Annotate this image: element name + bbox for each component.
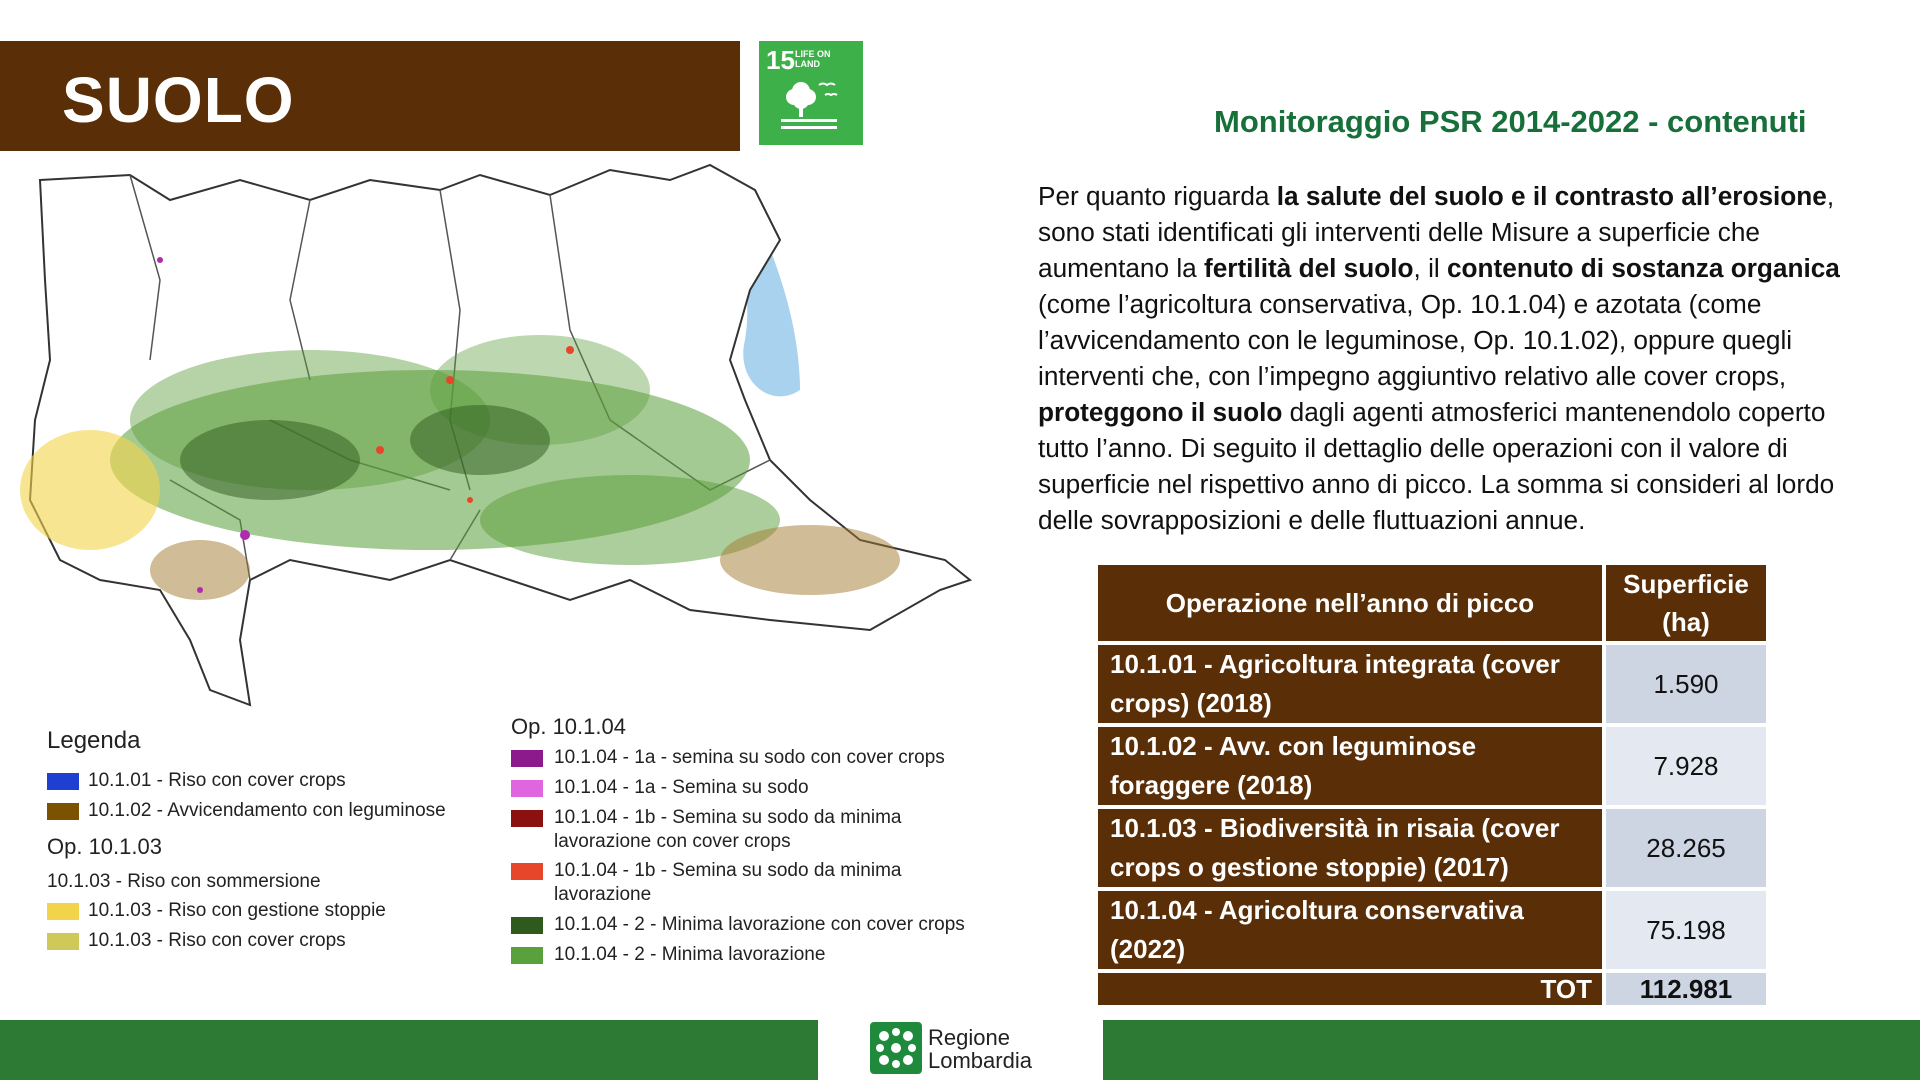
legend-item: 10.1.03 - Riso con gestione stoppie <box>88 900 386 921</box>
op-line2: foraggere (2018) <box>1110 770 1313 800</box>
table-row <box>1098 809 1766 887</box>
legend-swatch <box>511 780 543 797</box>
row-value: 7.928 <box>1606 727 1766 805</box>
legend-title: Legenda <box>47 727 141 754</box>
header-surface <box>1606 565 1766 641</box>
tree-icon <box>779 75 845 137</box>
row-operation <box>1098 645 1606 723</box>
op-line1: 10.1.01 - Agricoltura integrata (cover <box>1110 649 1560 679</box>
op-line2: crops o gestione stoppie) (2017) <box>1110 852 1509 882</box>
description-paragraph <box>1038 178 1868 538</box>
sdg-badge <box>759 41 863 145</box>
legend-swatch <box>47 903 79 920</box>
legend-subheading: Op. 10.1.04 <box>511 714 626 739</box>
row-operation <box>1098 727 1606 805</box>
legend-swatch <box>511 947 543 964</box>
table-header-row <box>1098 565 1766 641</box>
para-seg-bold: la salute del suolo e il contrasto all’erosione <box>1276 181 1827 211</box>
legend-swatch <box>47 803 79 820</box>
header-operation: Operazione nell’anno di picco <box>1098 565 1606 641</box>
map-field-yellow <box>20 430 160 550</box>
para-seg: Per quanto riguarda <box>1038 181 1277 211</box>
total-value: 112.981 <box>1606 973 1766 1005</box>
header-surface-line1: Superficie <box>1623 569 1749 599</box>
legend-swatch <box>47 933 79 950</box>
logo-text <box>928 1026 1032 1072</box>
row-value: 28.265 <box>1606 809 1766 887</box>
logo-line2: Lombardia <box>928 1048 1032 1073</box>
legend-item: 10.1.03 - Riso con sommersione <box>47 871 321 892</box>
legend-item: 10.1.02 - Avvicendamento con leguminose <box>88 800 446 821</box>
legend-swatch <box>511 810 543 827</box>
sdg-number: 15 <box>766 45 795 75</box>
footer-band-left <box>0 1020 818 1080</box>
op-line1: 10.1.02 - Avv. con leguminose <box>1110 731 1477 761</box>
legend-swatch <box>511 917 543 934</box>
op-line1: 10.1.04 - Agricoltura conservativa <box>1110 895 1524 925</box>
legend-item: 10.1.04 - 2 - Minima lavorazione <box>554 944 826 965</box>
rosa-camuna-icon <box>870 1022 922 1074</box>
section-heading: Monitoraggio PSR 2014-2022 - contenuti <box>1214 104 1807 139</box>
header-surface-line2: (ha) <box>1662 607 1710 637</box>
op-line2: (2022) <box>1110 934 1186 964</box>
row-operation <box>1098 891 1606 969</box>
para-seg: , sono stati identificati gli interventi delle Misure a superficie che aumentano la <box>1038 181 1835 283</box>
logo-line1: Regione <box>928 1025 1010 1050</box>
table-row <box>1098 645 1766 723</box>
sdg-label: LIFE ON LAND <box>795 49 831 69</box>
para-seg-bold: proteggono il suolo <box>1038 397 1283 427</box>
legend-swatch <box>47 773 79 790</box>
row-value: 1.590 <box>1606 645 1766 723</box>
lombardy-map <box>10 160 1000 720</box>
legend-subheading: Op. 10.1.03 <box>47 834 162 859</box>
legend-item: 10.1.04 - 2 - Minima lavorazione con cover crops <box>554 914 965 935</box>
legend-item: 10.1.04 - 1b - Semina su sodo da minima <box>554 807 902 828</box>
para-seg-bold: fertilità del suolo <box>1203 253 1414 283</box>
row-value: 75.198 <box>1606 891 1766 969</box>
row-operation <box>1098 809 1606 887</box>
legend-item-cont: lavorazione con cover crops <box>554 831 791 852</box>
para-seg: dagli agenti atmosferici mantenendolo coperto tutto l’anno. Di seguito il dettaglio delle operazioni con il valore di superficie nel rispettivo anno di picco. La somma si consideri al lordo delle sovrapposizioni e delle fluttuazioni annue. <box>1038 397 1835 535</box>
table-row <box>1098 891 1766 969</box>
legend-swatch <box>511 863 543 880</box>
title-bar <box>0 41 740 151</box>
table-row <box>1098 727 1766 805</box>
legend-item: 10.1.04 - 1b - Semina su sodo da minima <box>554 860 902 881</box>
para-seg: (come l’agricoltura conservativa, Op. 10.1.04) e azotata (come l’avvicendamento con le leguminose, Op. 10.1.02), oppure quegli interventi che, con l’impegno aggiuntivo relativo alle cover crops, <box>1038 289 1793 391</box>
para-seg-bold: contenuto di sostanza organica <box>1446 253 1840 283</box>
table-total-row <box>1098 973 1766 1005</box>
legend-item: 10.1.03 - Riso con cover crops <box>88 930 346 951</box>
footer-band-right <box>1103 1020 1920 1080</box>
legend-swatch <box>511 750 543 767</box>
total-label: TOT <box>1098 973 1606 1005</box>
op-line1: 10.1.03 - Biodiversità in risaia (cover <box>1110 813 1560 843</box>
legend-item: 10.1.04 - 1a - semina su sodo con cover crops <box>554 747 945 768</box>
operations-table <box>1098 561 1766 1009</box>
legend-item-cont: lavorazione <box>554 884 652 905</box>
page-title: SUOLO <box>62 64 295 136</box>
regione-lombardia-logo <box>870 1020 1070 1080</box>
para-seg: , il <box>1413 253 1447 283</box>
op-line2: crops) (2018) <box>1110 688 1272 718</box>
legend-item: 10.1.04 - 1a - Semina su sodo <box>554 777 809 798</box>
legend-item: 10.1.01 - Riso con cover crops <box>88 770 346 791</box>
